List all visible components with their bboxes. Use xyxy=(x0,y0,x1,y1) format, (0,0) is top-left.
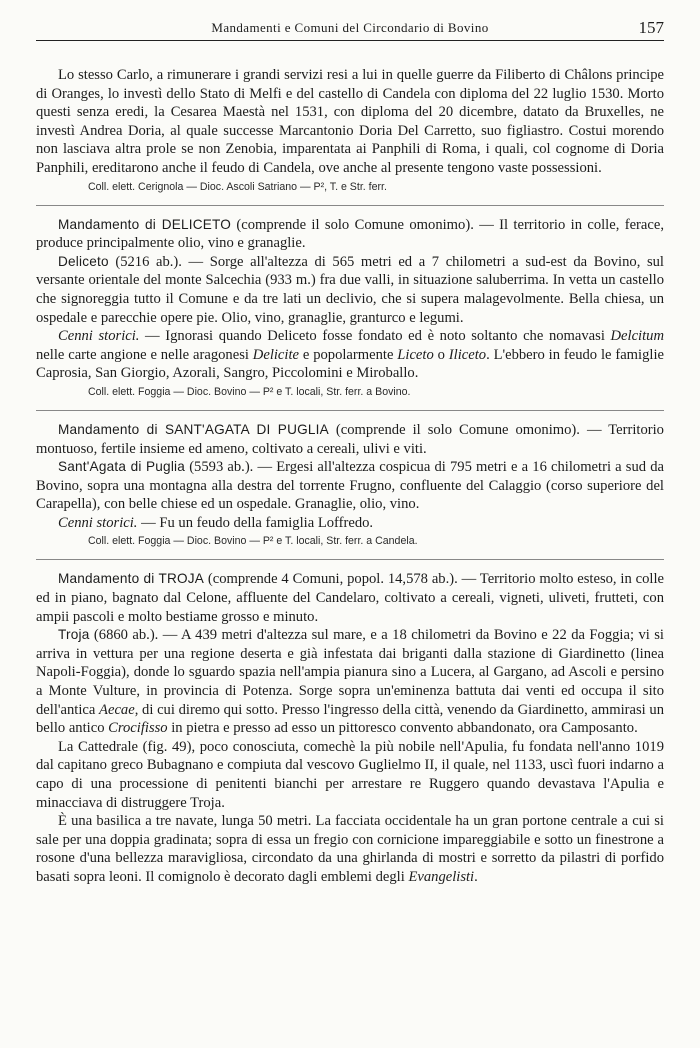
page-number: 157 xyxy=(638,18,664,37)
deliceto-history-label: Cenni storici. xyxy=(58,328,140,345)
deliceto-note: Coll. elett. Foggia — Dioc. Bovino — P² e T. locali, Str. ferr. a Bovino. xyxy=(88,385,411,398)
deliceto-mandamento xyxy=(36,216,664,253)
troja-evangelisti: Evangelisti xyxy=(408,868,475,885)
deliceto-name-2: Delicite xyxy=(252,346,299,363)
deliceto-town-text: (5216 ab.). — Sorge all'altezza di 565 metri ed a 7 chilometri a sud-est da Bovino, sul versante orientale del monte Salcechia (933 m.) fra due valli, in situazione saluberrima. In vetta un castello che signoreggia tutto il Comune e da tre lati un declivio, che si supera malagevolmente. Bella chiesa, un ospedale e parecchie opere pie. Olio, vino, granaglie, granturco e legumi. xyxy=(36,253,664,326)
santagata-history-label: Cenni storici. xyxy=(58,514,138,531)
santagata-heading: Mandamento di SANT'AGATA DI PUGLIA xyxy=(58,421,329,437)
page-body xyxy=(36,66,664,887)
deliceto-heading-text: (comprende il solo Comune omonimo). — Il territorio in colle, ferace, produce principalmente olio, vino e granaglie. xyxy=(36,216,664,252)
troja-town-text: (6860 ab.). — A 439 metri d'altezza sul mare, e a 18 chilometri da Bovino e 22 da Foggia; vi si arriva in vettura per una regione deserta e già infestata dai briganti dalla stazione di Giardinetto (linea Napoli-Foggia), donde lo sguardo spazia nell'ampia pianura sino a Lucera, al Gargano, ad Ascoli e persino a Monte Vulture, in provincia di Potenza. Sorge sopra un'eminenza battuta dai venti ed occupa il sito dell'antica xyxy=(36,627,664,718)
candela-note: Coll. elett. Cerignola — Dioc. Ascoli Satriano — P², T. e Str. ferr. xyxy=(88,180,387,193)
deliceto-town xyxy=(36,253,664,327)
santagata-history xyxy=(36,514,664,533)
troja-heading: Mandamento di TROJA xyxy=(58,571,205,587)
troja-basilica-text: È una basilica a tre navate, lunga 50 metri. La facciata occidentale ha un gran portone centrale a cui si sale per una doppia gradinata; sopra di essa un fregio con cornicione impareggiabile e sotto un finestrone a rosone d'una bellezza maravigliosa, circondato da una ghirlanda di mostri e sorretto da pilastri di porfido basati sopra leoni. Il comignolo è decorato dagli emblemi degli xyxy=(36,813,664,885)
troja-town-text: in pietra e presso ad esso un pittoresco convento abbandonato, ora Camposanto. xyxy=(167,720,638,737)
santagata-heading-text: (comprende il solo Comune omonimo). — Territorio montuoso, fertile insieme ed ameno, coltivato a cereali, ulivi e viti. xyxy=(36,421,664,457)
deliceto-town-name: Deliceto xyxy=(58,253,109,269)
troja-town-text: , di cui diremo qui sotto. Presso l'ingresso della città, venendo da Giardinetto, ammirasi un bello antico xyxy=(36,701,664,737)
deliceto-name-1: Delcitum xyxy=(610,328,664,345)
troja-basilica-end: . xyxy=(474,868,478,885)
deliceto-history-text: o xyxy=(433,346,449,363)
running-header xyxy=(36,18,664,41)
santagata-note: Coll. elett. Foggia — Dioc. Bovino — P² e T. locali, Str. ferr. a Candela. xyxy=(88,535,418,548)
divider xyxy=(36,205,664,206)
santagata-history-text: — Fu un feudo della famiglia Loffredo. xyxy=(137,514,374,531)
divider xyxy=(36,559,664,560)
deliceto-history-text: e popolarmente xyxy=(299,346,398,363)
deliceto-name-3: Liceto xyxy=(397,346,434,363)
deliceto-heading: Mandamento di DELICETO xyxy=(58,216,232,232)
candela-paragraph: Lo stesso Carlo, a rimunerare i grandi servizi resi a lui in quelle guerre da Filiberto di Châlons principe di Oranges, lo investì dello Stato di Melfi e del castello di Candela con diploma del 22 luglio 1530. Morto questi senza eredi, la Cesarea Maestà nel 1531, con diploma del 20 dicembre, datato da Bruxelles, ne investì Andrea Doria, al quale successe Marcantonio Doria Del Carretto, suo figliastro. Costui morendo non lasciava altra prole se non Zenobia, imparentata ai Panphili di Roma, i quali, col cognome di Doria Panphili, ereditarono anche il feudo di Candela, ove anche al presente tengono vaste possessioni. xyxy=(36,67,664,176)
troja-cathedral: La Cattedrale (fig. 49), poco conosciuta, comechè la più nobile nell'Apulia, fu fondata nell'anno 1019 dal capitano greco Bubagnano e compiuta dal vescovo Guglielmo II, il quale, nel 1133, uscì fuori indarno a capo di una processione di penitenti bianchi per arrestare re Ruggero quando devastava l'Apulia e minacciava di distruggere Troja. xyxy=(36,738,664,811)
troja-mandamento xyxy=(36,570,664,626)
troja-heading-text: (comprende 4 Comuni, popol. 14,578 ab.). — Territorio molto esteso, in colle ed in piano, bagnato dal Celone, affluente del Candelaro, coltivato a cereali, vigneti, uliveti, frutteti, con ampii pascoli e molto bestiame grosso e minuto. xyxy=(36,571,665,625)
running-title: Mandamenti e Comuni del Circondario di Bovino xyxy=(211,20,489,35)
santagata-town-text: (5593 ab.). — Ergesi all'altezza cospicua di 795 metri e a 16 chilometri a sud da Bovino, sopra una montagna alla destra del torrente Frugno, confluente del Calaggio (corso superiore del Carapella), con belle chiese ed un ospedale. Granaglie, olio, vino. xyxy=(36,459,664,513)
troja-town xyxy=(36,626,664,738)
santagata-mandamento xyxy=(36,421,664,458)
divider xyxy=(36,410,664,411)
deliceto-history-text: . L'ebbero in feudo le famiglie Caprosia, San Giorgio, Azorali, Sangro, Piccolomini e Miroballo. xyxy=(36,346,664,382)
deliceto-history-text: nelle carte angione e nelle aragonesi xyxy=(36,346,253,363)
deliceto-history-text: — Ignorasi quando Deliceto fosse fondato ed è noto soltanto che nomavasi xyxy=(139,328,611,345)
troja-crocifisso: Crocifisso xyxy=(108,720,168,737)
deliceto-history xyxy=(36,327,664,383)
troja-aecae: Aecae xyxy=(99,701,135,718)
troja-town-name: Troja xyxy=(58,627,90,643)
santagata-town-name: Sant'Agata di Puglia xyxy=(58,459,186,475)
santagata-town xyxy=(36,458,664,514)
troja-basilica xyxy=(36,812,664,886)
deliceto-name-4: Iliceto xyxy=(448,346,487,363)
